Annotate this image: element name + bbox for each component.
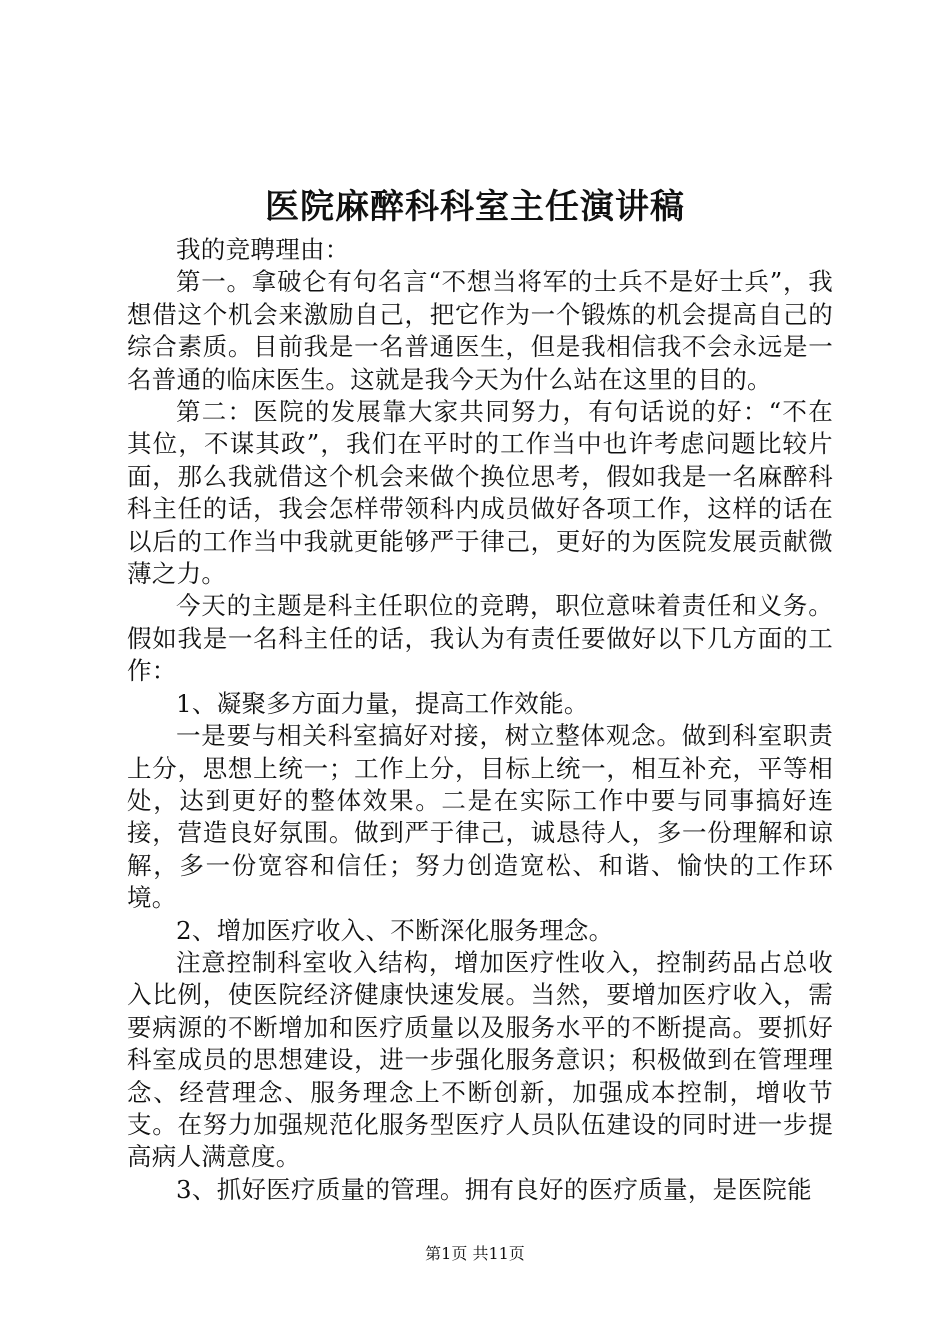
paragraph-point-3: 3、抓好医疗质量的管理。拥有良好的医疗质量，是医院能 <box>176 1174 812 1204</box>
paragraph-reason-heading: 我的竞聘理由： <box>176 235 350 264</box>
paragraph-first-reason: 第一。拿破仑有句名言“不想当将军的士兵不是好士兵”，我想借这个机会来激励自己，把它作为一个锻炼的机会提高自己的综合素质。目前我是一名普通医生，但是我相信我不会永远是一名普通的临床医生。这就是我今天为什么站在这里的目的。 <box>127 267 833 394</box>
document-title: 医院麻醉科科室主任演讲稿 <box>265 187 685 227</box>
paragraph-second-reason: 第二：医院的发展靠大家共同努力，有句话说的好：“不在其位，不谋其政”，我们在平时的工作当中也许考虑问题比较片面，那么我就借这个机会来做个换位思考，假如我是一名麻醉科科主任的话，我会怎样带领科内成员做好各项工作，这样的话在以后的工作当中我就更能够严于律己，更好的为医院发展贡献微薄之力。 <box>127 397 833 589</box>
paragraph-point-1-heading: 1、凝聚多方面力量，提高工作效能。 <box>176 688 589 718</box>
document-body <box>127 234 833 1206</box>
paragraph-point-2-body: 注意控制科室收入结构，增加医疗性收入，控制药品占总收入比例，使医院经济健康快速发展。当然，要增加医疗收入，需要病源的不断增加和医疗质量以及服务水平的不断提高。要抓好科室成员的思想建设，进一步强化服务意识；积极做到在管理理念、经营理念、服务理念上不断创新，加强成本控制，增收节支。在努力加强规范化服务型医疗人员队伍建设的同时进一步提高病人满意度。 <box>127 947 833 1172</box>
page-number-footer: 第1页 共11页 <box>425 1244 525 1263</box>
paragraph-point-2-heading: 2、增加医疗收入、不断深化服务理念。 <box>176 915 614 945</box>
paragraph-point-1-body: 一是要与相关科室搞好对接，树立整体观念。做到科室职责上分，思想上统一；工作上分，目标上统一，相互补充，平等相处，达到更好的整体效果。二是在实际工作中要与同事搞好连接，营造良好氛围。做到严于律己，诚恳待人，多一份理解和谅解，多一份宽容和信任；努力创造宽松、和谐、愉快的工作环境。 <box>127 721 833 913</box>
paragraph-topic: 今天的主题是科主任职位的竞聘，职位意味着责任和义务。假如我是一名科主任的话，我认为有责任要做好以下几方面的工作： <box>127 591 833 686</box>
